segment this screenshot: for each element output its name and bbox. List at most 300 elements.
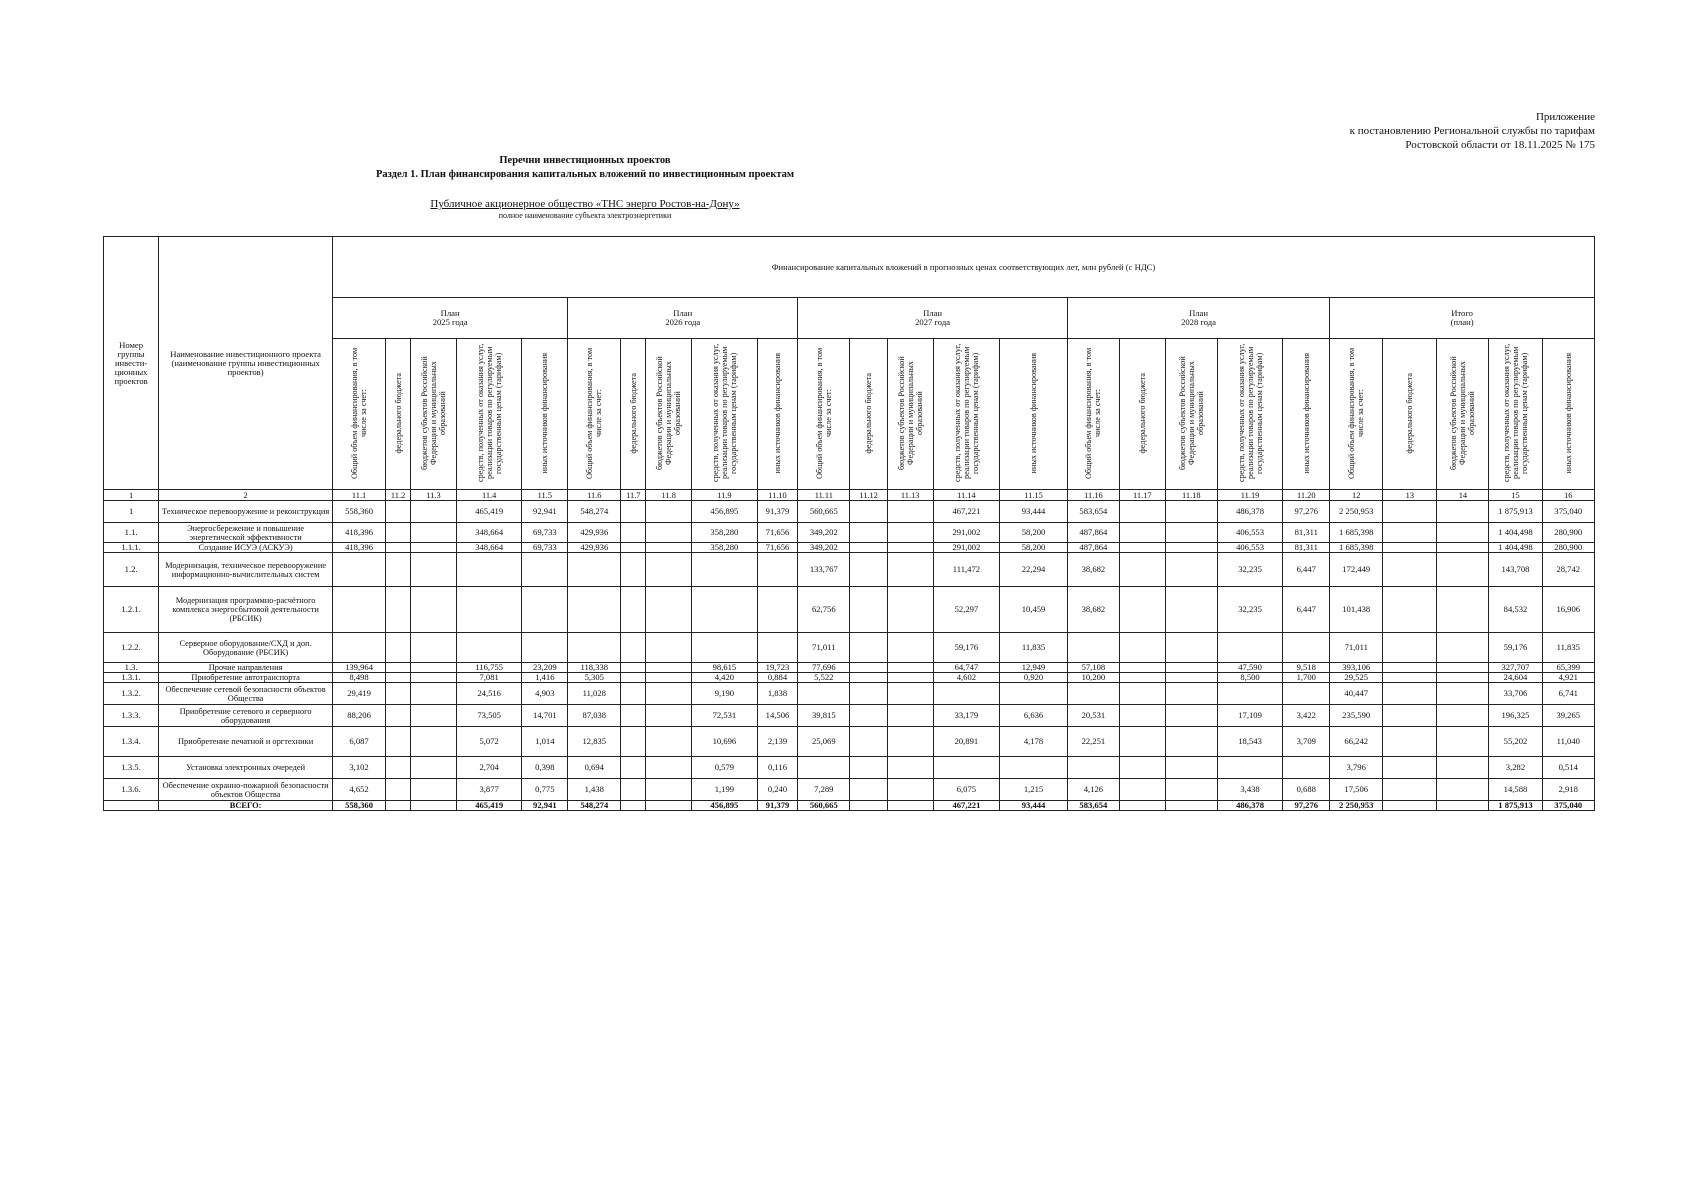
value-cell: 59,176 bbox=[1489, 633, 1542, 663]
value-cell bbox=[887, 501, 933, 523]
subcolumn-label: бюджетов субъектов Российской Федерации и муниципальных образований bbox=[896, 356, 924, 470]
value-cell: 6,447 bbox=[1283, 553, 1330, 587]
value-cell: 57,108 bbox=[1067, 663, 1119, 673]
value-cell: 487,864 bbox=[1067, 543, 1119, 553]
value-cell: 1,700 bbox=[1283, 673, 1330, 683]
value-cell bbox=[621, 673, 646, 683]
value-cell: 0,116 bbox=[757, 757, 798, 779]
table-row bbox=[104, 663, 1595, 673]
value-cell: 487,864 bbox=[1067, 523, 1119, 543]
value-cell: 71,011 bbox=[798, 633, 850, 663]
value-cell: 486,378 bbox=[1217, 501, 1283, 523]
value-cell: 8,498 bbox=[333, 673, 386, 683]
value-cell: 10,200 bbox=[1067, 673, 1119, 683]
value-cell bbox=[887, 543, 933, 553]
value-cell: 38,682 bbox=[1067, 587, 1119, 633]
value-cell: 0,920 bbox=[1000, 673, 1068, 683]
value-cell bbox=[1437, 553, 1489, 587]
header-subcolumn bbox=[1067, 339, 1119, 490]
table-row bbox=[104, 633, 1595, 663]
header-year-group bbox=[798, 298, 1068, 339]
subcolumn-label: иных источников финансирования bbox=[540, 352, 550, 474]
value-cell: 116,755 bbox=[456, 663, 522, 673]
year-group-period: 2027 года bbox=[915, 317, 951, 327]
header-subcolumn bbox=[933, 339, 1000, 490]
value-cell bbox=[850, 673, 887, 683]
value-cell: 291,002 bbox=[933, 543, 1000, 553]
header-subcolumn bbox=[333, 339, 386, 490]
value-cell bbox=[798, 683, 850, 705]
value-cell: 0,884 bbox=[757, 673, 798, 683]
row-project-name: Модернизация программно-расчётного комплекса энергосбытовой деятельности (РБСИК) bbox=[159, 587, 333, 633]
row-project-name: Обеспечение охранно-пожарной безопасности объектов Общества bbox=[159, 779, 333, 801]
value-cell: 38,682 bbox=[1067, 553, 1119, 587]
value-cell: 69,733 bbox=[522, 523, 568, 543]
appendix-block bbox=[1175, 110, 1595, 152]
value-cell bbox=[646, 801, 692, 811]
value-cell: 14,588 bbox=[1489, 779, 1542, 801]
value-cell bbox=[621, 779, 646, 801]
value-cell bbox=[386, 727, 411, 757]
value-cell bbox=[621, 727, 646, 757]
row-number: 1.3.3. bbox=[104, 705, 159, 727]
value-cell bbox=[887, 801, 933, 811]
value-cell: 560,665 bbox=[798, 501, 850, 523]
column-number: 12 bbox=[1330, 490, 1383, 501]
section-title: Раздел 1. План финансирования капитальных вложений по инвестиционным проектам bbox=[375, 169, 795, 180]
value-cell bbox=[621, 501, 646, 523]
value-cell bbox=[1119, 587, 1165, 633]
column-number: 11.18 bbox=[1165, 490, 1217, 501]
header-subcolumn bbox=[621, 339, 646, 490]
value-cell: 139,964 bbox=[333, 663, 386, 673]
value-cell: 4,126 bbox=[1067, 779, 1119, 801]
value-cell bbox=[1165, 727, 1217, 757]
header-subcolumn bbox=[692, 339, 758, 490]
value-cell bbox=[1119, 683, 1165, 705]
header-subcolumn bbox=[1437, 339, 1489, 490]
row-number: 1.2. bbox=[104, 553, 159, 587]
value-cell bbox=[411, 501, 457, 523]
value-cell: 406,553 bbox=[1217, 543, 1283, 553]
investment-table bbox=[103, 236, 1595, 811]
value-cell: 348,664 bbox=[456, 543, 522, 553]
subcolumn-label: бюджетов субъектов Российской Федерации и муниципальных образований bbox=[655, 356, 683, 470]
value-cell bbox=[887, 523, 933, 543]
value-cell bbox=[456, 587, 522, 633]
value-cell bbox=[1165, 705, 1217, 727]
value-cell: 2 250,953 bbox=[1330, 801, 1383, 811]
value-cell: 0,240 bbox=[757, 779, 798, 801]
value-cell: 467,221 bbox=[933, 501, 1000, 523]
row-project-name: Приобретение автотранспорта bbox=[159, 673, 333, 683]
year-group-label: План bbox=[673, 308, 693, 318]
table-row bbox=[104, 727, 1595, 757]
value-cell: 348,664 bbox=[456, 523, 522, 543]
value-cell bbox=[621, 523, 646, 543]
value-cell: 4,652 bbox=[333, 779, 386, 801]
row-project-name: Техническое перевооружение и реконструкция bbox=[159, 501, 333, 523]
value-cell bbox=[850, 633, 887, 663]
value-cell: 4,178 bbox=[1000, 727, 1068, 757]
value-cell bbox=[456, 633, 522, 663]
appendix-line: к постановлению Региональной службы по тарифам bbox=[1349, 125, 1595, 137]
header-subcolumn bbox=[568, 339, 621, 490]
subcolumn-label: федерального бюджета bbox=[393, 372, 403, 454]
value-cell: 1,014 bbox=[522, 727, 568, 757]
value-cell bbox=[1383, 801, 1437, 811]
value-cell: 1 404,498 bbox=[1489, 523, 1542, 543]
subcolumn-label: Общий объем финансирования, в том числе за счет: bbox=[1347, 347, 1366, 479]
value-cell: 393,106 bbox=[1330, 663, 1383, 673]
row-number bbox=[104, 801, 159, 811]
row-project-name: ВСЕГО: bbox=[159, 801, 333, 811]
value-cell: 548,274 bbox=[568, 801, 621, 811]
value-cell bbox=[1067, 633, 1119, 663]
value-cell bbox=[1119, 727, 1165, 757]
value-cell: 69,733 bbox=[522, 543, 568, 553]
value-cell bbox=[333, 633, 386, 663]
column-number: 11.8 bbox=[646, 490, 692, 501]
row-number: 1.1.1. bbox=[104, 543, 159, 553]
column-number: 11.11 bbox=[798, 490, 850, 501]
subcolumn-label: средств, полученных от оказания услуг, реализации товаров по регулируемым государственным ценам (тарифам) bbox=[952, 343, 980, 483]
value-cell bbox=[850, 501, 887, 523]
table-row bbox=[104, 705, 1595, 727]
row-project-name: Приобретение сетевого и серверного оборудования bbox=[159, 705, 333, 727]
column-number: 11.19 bbox=[1217, 490, 1283, 501]
value-cell: 18,543 bbox=[1217, 727, 1283, 757]
value-cell: 39,265 bbox=[1542, 705, 1594, 727]
value-cell: 418,396 bbox=[333, 523, 386, 543]
value-cell: 29,419 bbox=[333, 683, 386, 705]
value-cell: 72,531 bbox=[692, 705, 758, 727]
value-cell bbox=[386, 673, 411, 683]
value-cell bbox=[568, 633, 621, 663]
value-cell bbox=[333, 553, 386, 587]
value-cell bbox=[386, 801, 411, 811]
subcolumn-label: бюджетов субъектов Российской Федерации и муниципальных образований bbox=[1449, 356, 1477, 470]
value-cell: 4,921 bbox=[1542, 673, 1594, 683]
subcolumn-label: федерального бюджета bbox=[1405, 372, 1415, 454]
value-cell bbox=[646, 673, 692, 683]
value-cell: 196,325 bbox=[1489, 705, 1542, 727]
value-cell: 64,747 bbox=[933, 663, 1000, 673]
value-cell bbox=[887, 633, 933, 663]
value-cell: 77,696 bbox=[798, 663, 850, 673]
value-cell bbox=[386, 683, 411, 705]
value-cell bbox=[333, 587, 386, 633]
subcolumn-label: Общий объем финансирования, в том числе за счет: bbox=[350, 347, 369, 479]
value-cell: 6,087 bbox=[333, 727, 386, 757]
value-cell: 9,518 bbox=[1283, 663, 1330, 673]
value-cell bbox=[1437, 633, 1489, 663]
value-cell bbox=[1165, 779, 1217, 801]
value-cell bbox=[1283, 633, 1330, 663]
column-number: 11.17 bbox=[1119, 490, 1165, 501]
year-group-period: (план) bbox=[1450, 317, 1474, 327]
value-cell: 71,011 bbox=[1330, 633, 1383, 663]
value-cell: 558,360 bbox=[333, 801, 386, 811]
value-cell bbox=[1383, 543, 1437, 553]
value-cell bbox=[1119, 757, 1165, 779]
row-project-name: Прочие направления bbox=[159, 663, 333, 673]
value-cell bbox=[1437, 587, 1489, 633]
header-subcolumn bbox=[1165, 339, 1217, 490]
value-cell bbox=[522, 633, 568, 663]
value-cell: 6,447 bbox=[1283, 587, 1330, 633]
value-cell: 358,280 bbox=[692, 543, 758, 553]
value-cell bbox=[850, 757, 887, 779]
value-cell bbox=[386, 757, 411, 779]
value-cell bbox=[1383, 501, 1437, 523]
value-cell bbox=[850, 523, 887, 543]
value-cell: 71,656 bbox=[757, 523, 798, 543]
appendix-line: Приложение bbox=[1535, 111, 1595, 123]
value-cell bbox=[646, 633, 692, 663]
value-cell: 17,506 bbox=[1330, 779, 1383, 801]
value-cell: 23,209 bbox=[522, 663, 568, 673]
value-cell bbox=[1437, 683, 1489, 705]
value-cell bbox=[386, 523, 411, 543]
value-cell: 14,506 bbox=[757, 705, 798, 727]
header-group-number: Номер группы инвести-ционных проектов bbox=[104, 237, 159, 490]
value-cell: 97,276 bbox=[1283, 501, 1330, 523]
value-cell bbox=[646, 683, 692, 705]
value-cell: 91,379 bbox=[757, 501, 798, 523]
value-cell bbox=[1217, 683, 1283, 705]
value-cell bbox=[1383, 757, 1437, 779]
value-cell: 4,420 bbox=[692, 673, 758, 683]
value-cell bbox=[1383, 553, 1437, 587]
value-cell: 9,190 bbox=[692, 683, 758, 705]
value-cell bbox=[850, 727, 887, 757]
table-row bbox=[104, 683, 1595, 705]
column-number: 11.10 bbox=[757, 490, 798, 501]
row-number: 1.3. bbox=[104, 663, 159, 673]
value-cell bbox=[411, 587, 457, 633]
value-cell: 143,708 bbox=[1489, 553, 1542, 587]
header-subcolumn bbox=[1383, 339, 1437, 490]
value-cell bbox=[411, 523, 457, 543]
value-cell bbox=[850, 587, 887, 633]
header-project-name: Наименование инвестиционного проекта (наименование группы инвестиционных проектов) bbox=[159, 237, 333, 490]
value-cell: 172,449 bbox=[1330, 553, 1383, 587]
subcolumn-label: средств, полученных от оказания услуг, реализации товаров по регулируемым государственным ценам (тарифам) bbox=[475, 343, 503, 483]
value-cell bbox=[646, 553, 692, 587]
value-cell bbox=[621, 553, 646, 587]
value-cell: 2,918 bbox=[1542, 779, 1594, 801]
value-cell: 87,038 bbox=[568, 705, 621, 727]
row-number: 1 bbox=[104, 501, 159, 523]
value-cell: 349,202 bbox=[798, 523, 850, 543]
value-cell: 92,941 bbox=[522, 501, 568, 523]
value-cell: 88,206 bbox=[333, 705, 386, 727]
value-cell: 235,590 bbox=[1330, 705, 1383, 727]
column-number: 11.13 bbox=[887, 490, 933, 501]
header-year-group bbox=[1067, 298, 1329, 339]
value-cell bbox=[646, 779, 692, 801]
value-cell: 58,200 bbox=[1000, 523, 1068, 543]
subcolumn-label: Общий объем финансирования, в том числе за счет: bbox=[1084, 347, 1103, 479]
value-cell bbox=[887, 587, 933, 633]
value-cell bbox=[1217, 757, 1283, 779]
value-cell bbox=[646, 727, 692, 757]
value-cell: 22,251 bbox=[1067, 727, 1119, 757]
value-cell bbox=[411, 757, 457, 779]
column-number: 2 bbox=[159, 490, 333, 501]
value-cell bbox=[1119, 663, 1165, 673]
value-cell bbox=[1165, 553, 1217, 587]
year-group-period: 2026 года bbox=[665, 317, 701, 327]
value-cell: 3,102 bbox=[333, 757, 386, 779]
value-cell bbox=[1217, 633, 1283, 663]
year-group-period: 2025 года bbox=[432, 317, 468, 327]
row-number: 1.2.1. bbox=[104, 587, 159, 633]
value-cell: 17,109 bbox=[1217, 705, 1283, 727]
value-cell bbox=[522, 587, 568, 633]
row-number: 1.2.2. bbox=[104, 633, 159, 663]
value-cell: 486,378 bbox=[1217, 801, 1283, 811]
value-cell: 91,379 bbox=[757, 801, 798, 811]
value-cell bbox=[1067, 683, 1119, 705]
subcolumn-label: федерального бюджета bbox=[1137, 372, 1147, 454]
value-cell bbox=[1119, 801, 1165, 811]
value-cell: 28,742 bbox=[1542, 553, 1594, 587]
column-number: 13 bbox=[1383, 490, 1437, 501]
value-cell: 583,654 bbox=[1067, 501, 1119, 523]
value-cell: 118,338 bbox=[568, 663, 621, 673]
header-subcolumn bbox=[411, 339, 457, 490]
value-cell bbox=[1437, 779, 1489, 801]
value-cell: 280,900 bbox=[1542, 523, 1594, 543]
value-cell: 59,176 bbox=[933, 633, 1000, 663]
value-cell bbox=[850, 705, 887, 727]
value-cell bbox=[757, 553, 798, 587]
subcolumn-label: средств, полученных от оказания услуг, реализации товаров по регулируемым государственным ценам (тарифам) bbox=[1501, 343, 1529, 483]
value-cell bbox=[1165, 663, 1217, 673]
year-group-label: План bbox=[440, 308, 460, 318]
value-cell: 0,398 bbox=[522, 757, 568, 779]
year-group-label: План bbox=[1189, 308, 1208, 318]
value-cell bbox=[411, 663, 457, 673]
value-cell bbox=[411, 673, 457, 683]
value-cell: 456,895 bbox=[692, 801, 758, 811]
table-row bbox=[104, 501, 1595, 523]
value-cell bbox=[646, 587, 692, 633]
value-cell: 84,532 bbox=[1489, 587, 1542, 633]
row-number: 1.3.2. bbox=[104, 683, 159, 705]
table-row bbox=[104, 587, 1595, 633]
row-number: 1.1. bbox=[104, 523, 159, 543]
column-number: 11.2 bbox=[386, 490, 411, 501]
value-cell: 558,360 bbox=[333, 501, 386, 523]
value-cell bbox=[568, 553, 621, 587]
value-cell: 20,891 bbox=[933, 727, 1000, 757]
value-cell: 3,438 bbox=[1217, 779, 1283, 801]
value-cell bbox=[850, 779, 887, 801]
value-cell: 465,419 bbox=[456, 801, 522, 811]
value-cell: 81,311 bbox=[1283, 543, 1330, 553]
value-cell: 8,500 bbox=[1217, 673, 1283, 683]
value-cell bbox=[386, 705, 411, 727]
column-number: 11.7 bbox=[621, 490, 646, 501]
value-cell bbox=[411, 683, 457, 705]
value-cell: 1 685,398 bbox=[1330, 543, 1383, 553]
column-number: 15 bbox=[1489, 490, 1542, 501]
value-cell: 3,709 bbox=[1283, 727, 1330, 757]
row-project-name: Приобретение печатной и оргтехники bbox=[159, 727, 333, 757]
value-cell: 3,796 bbox=[1330, 757, 1383, 779]
value-cell bbox=[411, 543, 457, 553]
organization-block bbox=[420, 198, 750, 220]
column-number: 11.14 bbox=[933, 490, 1000, 501]
column-number: 11.1 bbox=[333, 490, 386, 501]
value-cell: 2,704 bbox=[456, 757, 522, 779]
value-cell bbox=[1165, 543, 1217, 553]
value-cell: 429,936 bbox=[568, 523, 621, 543]
value-cell bbox=[1119, 501, 1165, 523]
column-number: 11.20 bbox=[1283, 490, 1330, 501]
value-cell: 583,654 bbox=[1067, 801, 1119, 811]
value-cell: 3,877 bbox=[456, 779, 522, 801]
value-cell: 2 250,953 bbox=[1330, 501, 1383, 523]
subcolumn-label: иных источников финансирования bbox=[1301, 352, 1311, 474]
subcolumn-label: средств, полученных от оказания услуг, реализации товаров по регулируемым государственным ценам (тарифам) bbox=[1236, 343, 1264, 483]
value-cell bbox=[1000, 757, 1068, 779]
value-cell: 2,139 bbox=[757, 727, 798, 757]
value-cell bbox=[386, 633, 411, 663]
value-cell bbox=[1119, 633, 1165, 663]
value-cell bbox=[887, 553, 933, 587]
value-cell bbox=[1283, 683, 1330, 705]
header-subcolumn bbox=[798, 339, 850, 490]
value-cell bbox=[757, 587, 798, 633]
value-cell: 111,472 bbox=[933, 553, 1000, 587]
header-subcolumn bbox=[1217, 339, 1283, 490]
value-cell: 22,294 bbox=[1000, 553, 1068, 587]
year-group-period: 2028 года bbox=[1181, 317, 1216, 327]
subcolumn-label: иных источников финансирования bbox=[1029, 352, 1039, 474]
value-cell: 0,694 bbox=[568, 757, 621, 779]
value-cell: 349,202 bbox=[798, 543, 850, 553]
value-cell: 12,949 bbox=[1000, 663, 1068, 673]
header-subcolumn bbox=[850, 339, 887, 490]
value-cell bbox=[646, 705, 692, 727]
organization-subtitle: полное наименование субъекта электроэнергетики bbox=[498, 211, 672, 220]
header-subcolumn bbox=[1000, 339, 1068, 490]
value-cell bbox=[386, 543, 411, 553]
subcolumn-label: бюджетов субъектов Российской Федерации и муниципальных образований bbox=[1177, 356, 1205, 470]
header-year-group bbox=[1330, 298, 1595, 339]
year-group-label: Итого bbox=[1451, 308, 1473, 318]
value-cell: 29,525 bbox=[1330, 673, 1383, 683]
row-project-name: Энергосбережение и повышение энергетической эффективности bbox=[159, 523, 333, 543]
value-cell: 429,936 bbox=[568, 543, 621, 553]
value-cell bbox=[1383, 673, 1437, 683]
value-cell bbox=[933, 757, 1000, 779]
header-subcolumn bbox=[522, 339, 568, 490]
value-cell bbox=[1437, 663, 1489, 673]
value-cell: 5,305 bbox=[568, 673, 621, 683]
value-cell bbox=[1165, 587, 1217, 633]
value-cell bbox=[887, 673, 933, 683]
row-number: 1.3.5. bbox=[104, 757, 159, 779]
value-cell: 33,706 bbox=[1489, 683, 1542, 705]
column-number: 11.15 bbox=[1000, 490, 1068, 501]
value-cell bbox=[646, 501, 692, 523]
value-cell: 93,444 bbox=[1000, 801, 1068, 811]
